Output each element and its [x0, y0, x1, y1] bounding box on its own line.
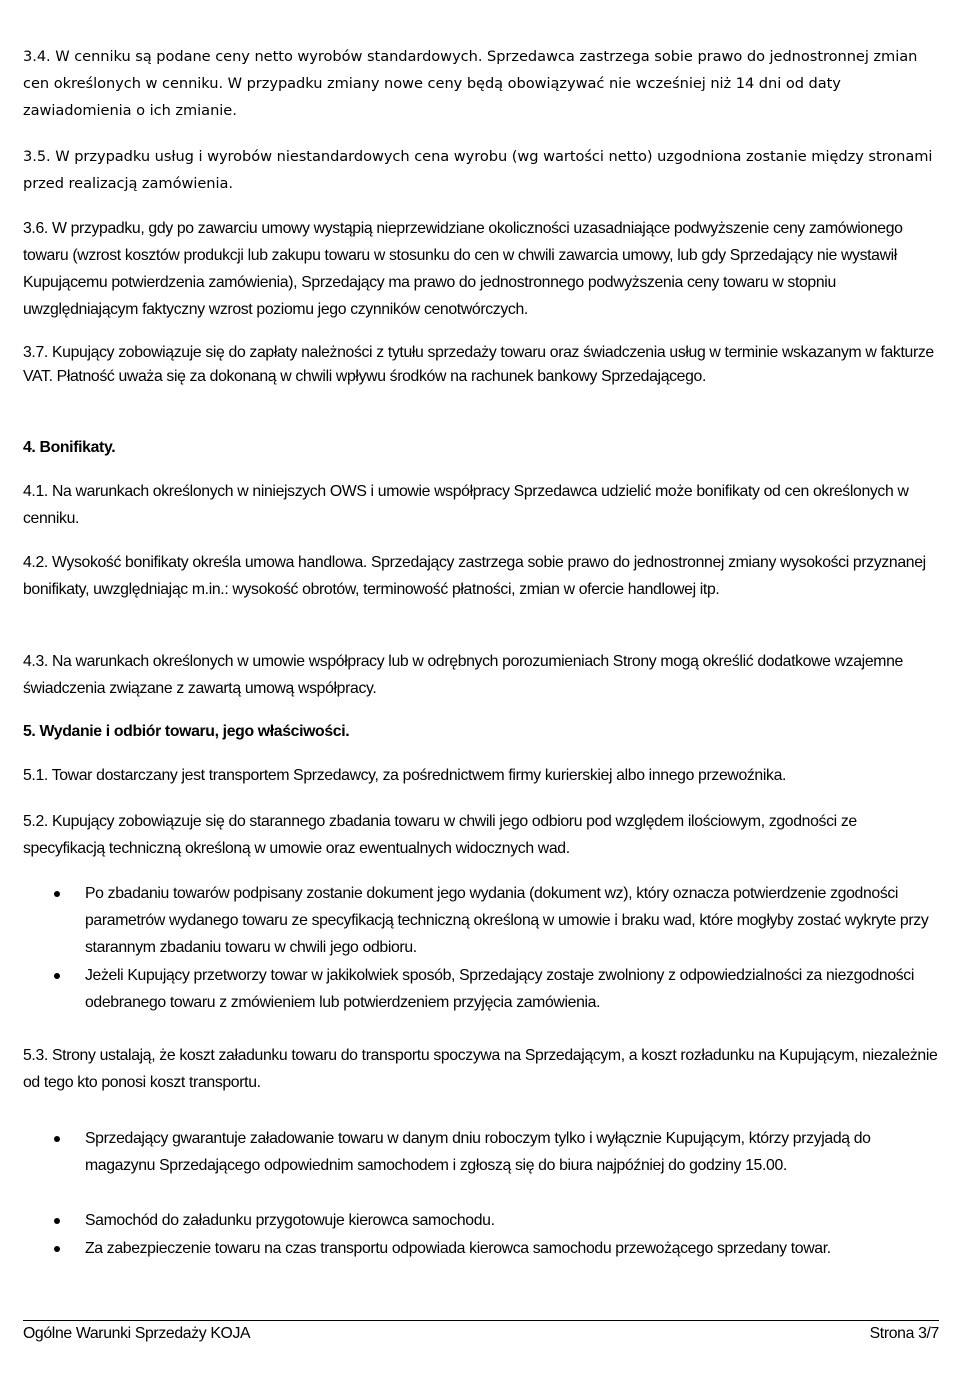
list-item-text: Samochód do załadunku przygotowuje kierowca samochodu. — [85, 1212, 495, 1229]
bullet-icon — [54, 1218, 60, 1224]
paragraph-4-1: 4.1. Na warunkach określonych w niniejszych OWS i umowie współpracy Sprzedawca udzielić może bonifikaty od cen określonych w cenniku. — [23, 483, 909, 527]
list-item-text: Jeżeli Kupujący przetworzy towar w jakikolwiek sposób, Sprzedający zostaje zwolniony z odpowiedzialności za niezgodności odebranego towaru z zmówieniem lub potwierdzeniem przyjęcia zamówienia. — [85, 967, 915, 1011]
paragraph-3-4: 3.4. W cenniku są podane ceny netto wyrobów standardowych. Sprzedawca zastrzega sobie prawo do jednostronnej zmian cen określonych w cenniku. W przypadku zmiany nowe ceny będą obowiązywać nie wcześniej niż 14 dni od daty zawiadomienia o ich zmianie. — [23, 48, 918, 119]
bullet-icon — [54, 973, 60, 979]
paragraph-3-5: 3.5. W przypadku usług i wyrobów niestandardowych cena wyrobu (wg wartości netto) uzgodniona zostanie między stronami przed realizacją zamówienia. — [23, 148, 933, 192]
paragraph-4-2: 4.2. Wysokość bonifikaty określa umowa handlowa. Sprzedający zastrzega sobie prawo do jednostronnej zmiany wysokości przyznanej bonifikaty, uwzględniając m.in.: wysokość obrotów, terminowość płatności, zmian w ofercie handlowej itp. — [23, 554, 926, 598]
bullet-icon — [54, 891, 60, 897]
paragraph-3-7: 3.7. Kupujący zobowiązuje się do zapłaty należności z tytułu sprzedaży towaru oraz świadczenia usług w terminie wskazanym w fakturze VAT. Płatność uważa się za dokonaną w chwili wpływu środków na rachunek bankowy Sprzedającego. — [23, 344, 934, 385]
footer-document-title: Ogólne Warunki Sprzedaży KOJA — [23, 1325, 251, 1342]
footer-divider — [23, 1320, 939, 1321]
heading-wydanie-odbior: 5. Wydanie i odbiór towaru, jego właściwości. — [23, 723, 350, 740]
paragraph-5-2: 5.2. Kupujący zobowiązuje się do starannego zbadania towaru w chwili jego odbioru pod względem ilościowym, zgodności ze specyfikacją techniczną określoną w umowie oraz ewentualnych widocznych wad. — [23, 813, 857, 857]
paragraph-5-1: 5.1. Towar dostarczany jest transportem Sprzedawcy, za pośrednictwem firmy kurierskiej albo innego przewoźnika. — [23, 767, 787, 784]
list-item-text: Za zabezpieczenie towaru na czas transportu odpowiada kierowca samochodu przewożącego sprzedany towar. — [85, 1240, 831, 1257]
bullet-icon — [54, 1136, 60, 1142]
bullet-icon — [54, 1246, 60, 1252]
paragraph-4-3: 4.3. Na warunkach określonych w umowie współpracy lub w odrębnych porozumieniach Strony mogą określić dodatkowe wzajemne świadczenia związane z zawartą umową współpracy. — [23, 653, 903, 697]
paragraph-3-6: 3.6. W przypadku, gdy po zawarciu umowy wystąpią nieprzewidziane okoliczności uzasadniające podwyższenie ceny zamówionego towaru (wzrost kosztów produkcji lub zakupu towaru w stosunku do cen w chwili zawarcia umowy, lub gdy Sprzedający nie wystawił Kupującemu potwierdzenia zamówienia), Sprzedający ma prawo do jednostronnego podwyższenia ceny towaru w stopniu uwzględniającym faktyczny wzrost poziomu jego czynników cenotwórczych. — [23, 220, 903, 318]
footer-page-number: Strona 3/7 — [869, 1325, 939, 1342]
list-item-text: Sprzedający gwarantuje załadowanie towaru w danym dniu roboczym tylko i wyłącznie Kupującym, którzy przyjadą do magazynu Sprzedającego odpowiednim samochodem i zgłoszą się do biura najpóźniej do godziny 15.00. — [85, 1130, 871, 1174]
heading-bonifikaty: 4. Bonifikaty. — [23, 439, 116, 456]
list-item-text: Po zbadaniu towarów podpisany zostanie dokument jego wydania (dokument wz), który oznacza potwierdzenie zgodności parametrów wydanego towaru ze specyfikacją techniczną określoną w umowie i braku wad, które mogłyby zostać wykryte przy starannym zbadaniu towaru w chwili jego odbioru. — [85, 885, 929, 956]
paragraph-5-3: 5.3. Strony ustalają, że koszt załadunku towaru do transportu spoczywa na Sprzedającym, a koszt rozładunku na Kupującym, niezależnie od tego kto ponosi koszt transportu. — [23, 1047, 938, 1091]
